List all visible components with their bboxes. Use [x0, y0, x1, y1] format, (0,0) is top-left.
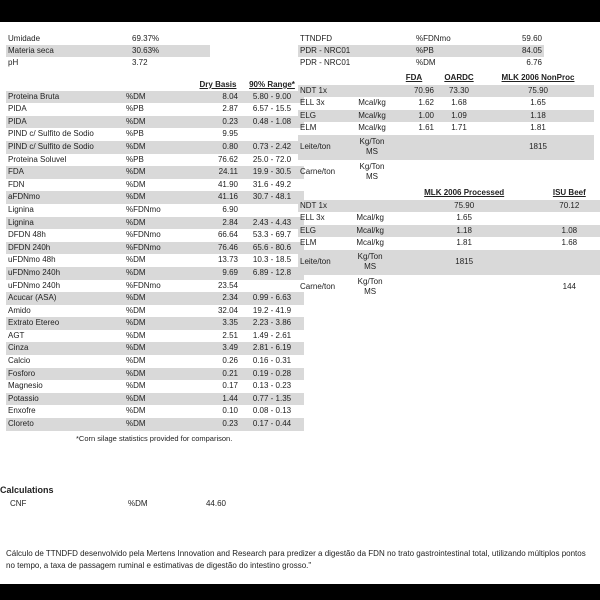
nutrient-value: 23.54 — [217, 280, 238, 290]
nutrient-range — [240, 128, 304, 141]
nutrient-row — [6, 292, 304, 305]
nutrient-row — [6, 393, 304, 406]
energy-table-2 — [298, 187, 600, 300]
summary-row — [6, 45, 210, 57]
energy-row — [298, 200, 600, 213]
nutrient-value: 24.11 — [196, 166, 240, 179]
nutrient-value: 0.10 — [222, 406, 238, 416]
summary-value: 3.72 — [132, 58, 148, 67]
summary-label: pH — [8, 58, 19, 67]
blank-cell — [298, 187, 351, 200]
nutrient-name: Amido — [8, 305, 31, 315]
energy-value — [390, 275, 539, 300]
nutrient-name: Enxofre — [8, 406, 36, 416]
summary-row — [6, 33, 210, 45]
nutrient-row — [6, 305, 304, 318]
nutrient-range: 53.3 - 69.7 — [252, 230, 292, 240]
nutrient-row — [6, 418, 304, 431]
nutrient-range: 2.23 - 3.86 — [240, 317, 304, 330]
nutrient-range: 65.6 - 80.6 — [240, 242, 304, 255]
moisture-summary — [6, 33, 210, 69]
nutrient-range: 2.43 - 4.43 — [240, 217, 304, 230]
nutrient-range: 0.77 - 1.35 — [240, 393, 304, 406]
nutrient-row — [6, 317, 304, 330]
energy-value: 1.62 — [418, 98, 434, 108]
summary-row — [6, 57, 210, 69]
dry-basis-header: Dry Basis — [199, 79, 237, 89]
nutrient-unit: %DM — [124, 91, 196, 104]
energy-unit: Mcal/kg — [356, 213, 384, 223]
nutrient-unit: %FDNmo — [126, 230, 161, 240]
nutrient-range: 0.19 - 0.28 — [240, 368, 304, 381]
energy-header: FDA — [405, 73, 423, 82]
energy-value: 1.65 — [456, 213, 472, 223]
nutrient-unit: %FDNmo — [126, 204, 161, 214]
energy-value: 70.96 — [392, 85, 436, 98]
summary-row — [298, 57, 544, 69]
nutrient-name: FDA — [6, 166, 124, 179]
energy-unit: Mcal/kg — [358, 123, 386, 133]
energy-label: Carne/ton — [300, 167, 336, 177]
energy-row — [298, 237, 600, 250]
nutrient-name: aFDNmo — [6, 191, 124, 204]
nutrient-range: 0.17 - 0.44 — [240, 418, 304, 431]
report-page — [0, 22, 600, 584]
nutrient-unit: %DM — [124, 116, 196, 129]
nutrient-range: 6.89 - 12.8 — [240, 267, 304, 280]
nutrient-unit: %DM — [124, 342, 196, 355]
nutrient-range: 0.48 - 1.08 — [240, 116, 304, 129]
nutrient-row — [6, 217, 304, 230]
summary-label: PDR - NRC01 — [300, 58, 351, 67]
energy-value: 1.08 — [539, 225, 600, 238]
nutrient-name: Cloreto — [6, 418, 124, 431]
nutrient-value: 9.95 — [222, 129, 238, 139]
nutrient-value: 0.17 — [222, 381, 238, 391]
energy-unit: Kg/Ton MS — [351, 250, 390, 275]
nutrient-unit: %DM — [126, 305, 146, 315]
energy-value: 75.90 — [482, 85, 594, 98]
nutrient-unit: %DM — [124, 267, 196, 280]
nutrient-row — [6, 380, 304, 393]
nutrient-unit: %FDNmo — [126, 280, 161, 290]
ttndfd-summary — [298, 33, 544, 69]
energy-label: ELG — [298, 110, 352, 123]
energy-value: 1815 — [482, 135, 594, 160]
nutrient-value: 0.23 — [196, 418, 240, 431]
nutrient-value: 0.21 — [196, 368, 240, 381]
nutrient-row — [6, 242, 304, 255]
blank-cell — [351, 187, 390, 200]
energy-table-1 — [298, 72, 594, 185]
nutrient-name: PIDA — [6, 116, 124, 129]
energy-value: 1.65 — [530, 98, 546, 108]
nutrient-unit: %PB — [126, 154, 144, 164]
energy-value — [539, 212, 600, 225]
nutrient-range: 0.13 - 0.23 — [252, 381, 292, 391]
nutrient-range: 6.57 - 15.5 — [252, 104, 292, 114]
energy-label: ELL 3x — [300, 213, 325, 223]
energy-row — [298, 225, 600, 238]
energy-value — [392, 160, 436, 185]
energy-value: 73.30 — [436, 85, 482, 98]
nutrient-range: 0.08 - 0.13 — [252, 406, 292, 416]
energy-label: ELG — [298, 225, 351, 238]
nutrient-name: uFDNmo 48h — [8, 255, 56, 265]
summary-unit: %PB — [414, 45, 484, 57]
energy-label: NDT 1x — [298, 85, 352, 98]
nutrient-value: 0.23 — [196, 116, 240, 129]
energy-header: MLK 2006 NonProc — [501, 73, 575, 82]
energy-label: NDT 1x — [298, 200, 351, 213]
nutrient-row — [6, 254, 304, 267]
nutrient-name: Cinza — [6, 342, 124, 355]
energy-row — [298, 160, 594, 185]
nutrient-unit: %PB — [126, 129, 144, 139]
energy-row — [298, 135, 594, 160]
energy-header-row — [298, 187, 600, 200]
nutrient-name: PIND c/ Sulfito de Sodio — [8, 129, 94, 139]
nutrient-name: uFDNmo 240h — [8, 280, 61, 290]
nutrient-row — [6, 229, 304, 242]
nutrient-value: 2.34 — [196, 292, 240, 305]
ttndfd-footnote: Cálculo de TTNDFD desenvolvido pela Mertens Innovation and Research para predizer a digestão da FDN no trato gastrointestinal total, utilizando múltiplos pontos no tempo, a taxa de passagem ruminal e estimativas de digestão do intestino grosso." — [6, 549, 586, 570]
energy-unit: Mcal/kg — [352, 110, 392, 123]
nutrient-name: AGT — [8, 330, 25, 340]
nutrient-value: 32.04 — [217, 305, 238, 315]
energy-unit: Mcal/kg — [356, 238, 384, 248]
nutrient-value: 8.04 — [196, 91, 240, 104]
energy-label: ELM — [300, 238, 317, 248]
nutrient-name: PIDA — [8, 104, 27, 114]
nutrient-row — [6, 368, 304, 381]
summary-unit: %FDNmo — [416, 34, 451, 43]
nutrient-value: 41.90 — [217, 179, 238, 189]
nutrient-value: 1.44 — [196, 393, 240, 406]
nutrient-range: 30.7 - 48.1 — [240, 191, 304, 204]
energy-unit — [352, 85, 392, 98]
nutrient-name: Lignina — [8, 204, 34, 214]
nutrient-range: 5.80 - 9.00 — [240, 91, 304, 104]
nutrient-range: 1.49 - 2.61 — [252, 330, 292, 340]
energy-value: 1.09 — [436, 110, 482, 123]
summary-value: 84.05 — [484, 45, 544, 57]
energy-header: MLK 2006 Processed — [424, 188, 505, 197]
nutrient-name: Calcio — [8, 356, 31, 366]
energy-unit: Kg/Ton MS — [357, 277, 383, 297]
energy-value: 1.18 — [390, 225, 539, 238]
energy-value: 1815 — [390, 250, 539, 275]
nutrient-name: PIND c/ Sulfito de Sodio — [6, 141, 124, 154]
energy-value: 1.61 — [418, 123, 434, 133]
nutrient-row — [6, 267, 304, 280]
nutrient-range: 10.3 - 18.5 — [252, 255, 292, 265]
nutrient-unit: %DM — [126, 330, 146, 340]
nutrient-value: 2.87 — [222, 104, 238, 114]
energy-row — [298, 97, 594, 110]
nutrient-range: 0.16 - 0.31 — [252, 356, 292, 366]
corn-silage-footnote: *Corn silage statistics provided for comparison. — [76, 433, 233, 443]
calculations-title: Calculations — [0, 485, 54, 495]
nutrient-range: 19.9 - 30.5 — [240, 166, 304, 179]
energy-header: ISU Beef — [552, 188, 586, 197]
energy-label: Leite/ton — [298, 135, 352, 160]
nutrient-value: 66.64 — [217, 230, 238, 240]
nutrient-unit: %DM — [124, 317, 196, 330]
energy-value — [539, 250, 600, 275]
energy-header-row — [298, 72, 594, 85]
energy-label: Leite/ton — [298, 250, 351, 275]
energy-label: ELL 3x — [300, 98, 325, 108]
energy-row — [298, 250, 600, 275]
summary-label: PDR - NRC01 — [298, 45, 414, 57]
blank-cell — [298, 72, 352, 85]
nutrient-row — [6, 116, 304, 129]
energy-unit: Mcal/kg — [358, 98, 386, 108]
nutrient-unit: %DM — [124, 217, 196, 230]
energy-value — [392, 135, 436, 160]
nutrient-row — [6, 154, 304, 167]
nutrient-value: 41.16 — [196, 191, 240, 204]
energy-value: 144 — [562, 282, 576, 292]
range-header: 90% Range* — [249, 79, 295, 89]
nutrient-row — [6, 342, 304, 355]
nutrient-row — [6, 166, 304, 179]
nutrient-name: Proteina Bruta — [6, 91, 124, 104]
nutrient-value: 6.90 — [222, 204, 238, 214]
nutrient-row — [6, 141, 304, 154]
nutrient-range: 19.2 - 41.9 — [252, 305, 292, 315]
nutrient-unit: %DM — [124, 141, 196, 154]
energy-value: 75.90 — [390, 200, 539, 213]
summary-label: Umidade — [8, 34, 41, 43]
nutrient-range: 0.99 - 6.63 — [240, 292, 304, 305]
cnf-unit: %DM — [128, 499, 148, 508]
nutrient-row — [6, 91, 304, 104]
nutrient-name: Magnesio — [8, 381, 43, 391]
nutrient-value: 0.80 — [196, 141, 240, 154]
energy-row — [298, 110, 594, 123]
energy-row — [298, 212, 600, 225]
nutrient-value: 13.73 — [217, 255, 238, 265]
cnf-label: CNF — [10, 499, 27, 508]
nutrient-unit: %DM — [124, 393, 196, 406]
nutrient-range: 31.6 - 49.2 — [252, 179, 292, 189]
nutrient-unit: %PB — [126, 104, 144, 114]
nutrient-range: 0.73 - 2.42 — [240, 141, 304, 154]
energy-row — [298, 122, 594, 135]
nutrient-name: Fosforo — [6, 368, 124, 381]
nutrient-name: Lignina — [6, 217, 124, 230]
nutrient-unit: %DM — [124, 418, 196, 431]
nutrient-unit: %DM — [124, 292, 196, 305]
energy-value: 1.68 — [451, 98, 467, 108]
energy-value — [482, 160, 594, 185]
summary-row — [298, 33, 544, 45]
summary-row — [298, 45, 544, 57]
summary-label: TTNDFD — [300, 34, 332, 43]
nutrient-unit: %DM — [126, 406, 146, 416]
nutrient-name: uFDNmo 240h — [6, 267, 124, 280]
energy-value: 1.68 — [561, 238, 578, 248]
nutrient-name: Proteina Soluvel — [8, 154, 67, 164]
energy-value: 70.12 — [539, 200, 600, 213]
nutrient-row — [6, 355, 304, 368]
nutrient-row — [6, 191, 304, 204]
nutrient-value: 76.62 — [217, 154, 238, 164]
summary-value: 30.63% — [130, 45, 210, 57]
energy-label: ELM — [300, 123, 317, 133]
energy-row — [298, 85, 594, 98]
nutrient-value: 3.49 — [196, 342, 240, 355]
nutrient-row — [6, 128, 304, 141]
summary-label: Materia seca — [6, 45, 130, 57]
nutrient-unit: %DM — [124, 191, 196, 204]
energy-row — [298, 275, 600, 300]
nutrient-name: Acucar (ASA) — [6, 292, 124, 305]
nutrient-name: FDN — [8, 179, 25, 189]
nutrient-row — [6, 103, 304, 116]
energy-value: 1.81 — [456, 238, 472, 248]
energy-value — [436, 135, 482, 160]
nutrient-value: 76.46 — [196, 242, 240, 255]
energy-unit — [351, 200, 390, 213]
nutrient-unit: %DM — [126, 381, 146, 391]
blank-cell — [352, 72, 392, 85]
nutrient-name: Extrato Etereo — [6, 317, 124, 330]
nutrient-unit: %FDNmo — [124, 242, 196, 255]
nutrient-row — [6, 204, 304, 217]
nutrient-range — [240, 204, 304, 217]
nutrient-value: 2.51 — [222, 330, 238, 340]
energy-header: OARDC — [444, 73, 474, 82]
nutrient-value: 3.35 — [196, 317, 240, 330]
nutrient-unit: %DM — [124, 368, 196, 381]
nutrient-table — [6, 78, 304, 443]
energy-unit: Mcal/kg — [351, 225, 390, 238]
energy-label: Carne/ton — [300, 282, 336, 292]
nutrient-name: DFDN 48h — [8, 230, 46, 240]
summary-value: 59.60 — [521, 34, 542, 43]
nutrient-unit: %DM — [126, 255, 146, 265]
nutrient-value: 2.84 — [196, 217, 240, 230]
nutrient-row — [6, 280, 304, 293]
nutrient-row — [6, 330, 304, 343]
cnf-row — [8, 498, 228, 511]
nutrient-range: 2.81 - 6.19 — [240, 342, 304, 355]
energy-value: 1.71 — [451, 123, 467, 133]
nutrient-range — [240, 280, 304, 293]
cnf-value: 44.60 — [205, 499, 226, 508]
nutrient-unit: %DM — [126, 179, 146, 189]
energy-unit: Kg/Ton MS — [359, 162, 385, 182]
nutrient-value: 0.26 — [222, 356, 238, 366]
energy-value: 1.18 — [482, 110, 594, 123]
nutrient-value: 9.69 — [196, 267, 240, 280]
nutrient-row — [6, 179, 304, 192]
energy-value: 1.00 — [392, 110, 436, 123]
nutrient-name: Potassio — [6, 393, 124, 406]
nutrient-unit: %DM — [126, 356, 146, 366]
summary-unit: %DM — [416, 58, 436, 67]
nutrient-unit: %DM — [124, 166, 196, 179]
nutrient-row — [6, 405, 304, 418]
energy-value: 1.81 — [530, 123, 546, 133]
summary-value: 6.76 — [526, 58, 542, 67]
summary-value: 69.37% — [132, 34, 160, 43]
nutrient-range: 25.0 - 72.0 — [252, 154, 292, 164]
energy-value — [436, 160, 482, 185]
nutrient-name: DFDN 240h — [6, 242, 124, 255]
energy-unit: Kg/Ton MS — [352, 135, 392, 160]
